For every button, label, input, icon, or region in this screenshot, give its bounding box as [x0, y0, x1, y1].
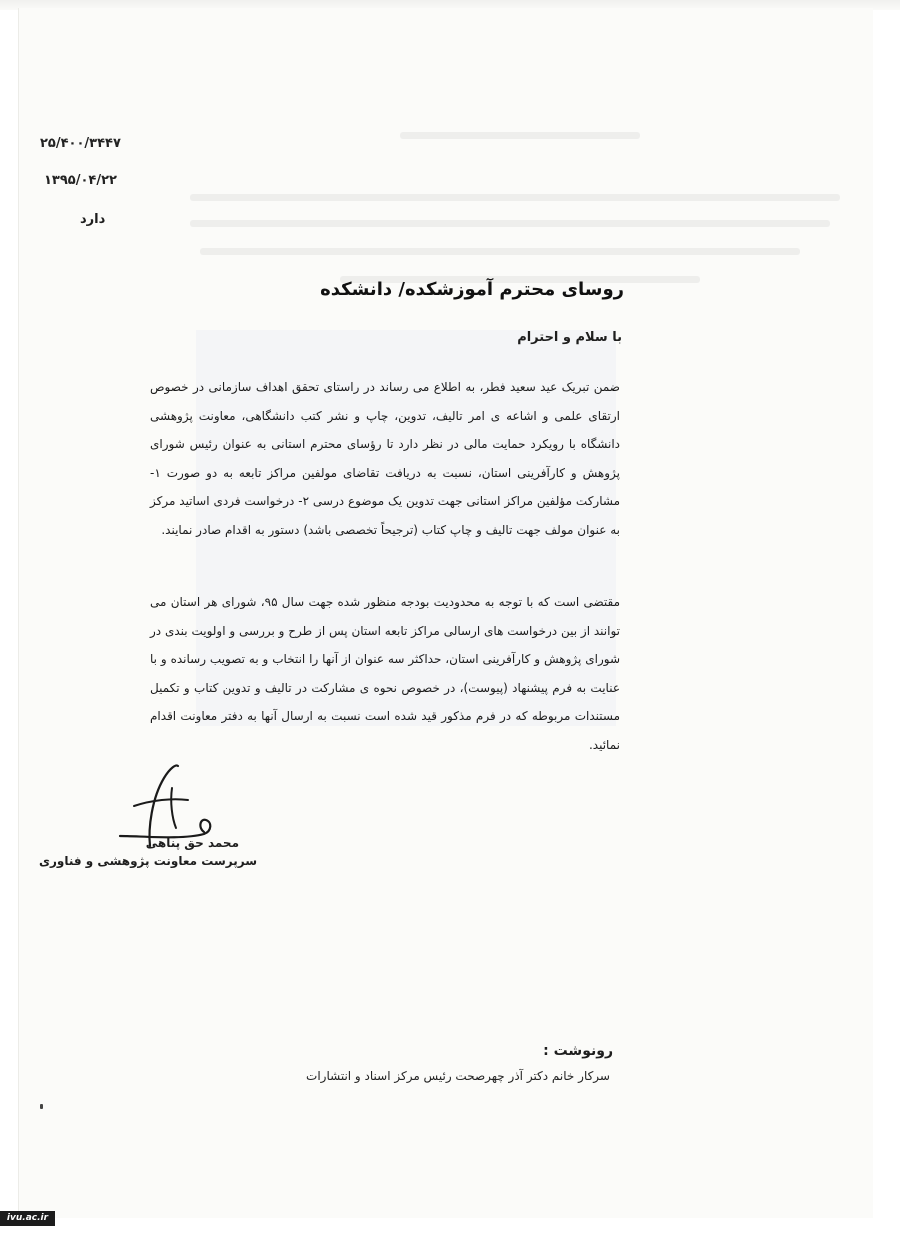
signature-block	[39, 836, 257, 868]
enclosure-note: دارد	[80, 212, 106, 227]
cc-recipient: سرکار خانم دکتر آذر چهرصحت رئیس مرکز اسناد و انتشارات	[306, 1069, 610, 1083]
addressee-heading: روسای محترم آموزشکده/ دانشکده	[320, 279, 624, 300]
body-paragraph-1: ضمن تبریک عید سعید فطر، به اطلاع می رساند در راستای تحقق اهداف سازمانی در خصوص ارتقای علمی و اشاعه ی امر تالیف، تدوین، چاپ و نشر کتب دانشگاهی، معاونت پژوهشی دانشگاه با رویکرد حمایت مالی در نظر دارد تا رؤسای محترم استانی به عنوان رئیس شورای پژوهش و کارآفرینی استان، نسبت به دریافت تقاضای مولفین مراکز تابعه به دو صورت ۱- مشارکت مؤلفین مراکز استانی جهت تدوین یک موضوع درسی ۲- درخواست فردی اساتید مرکز به عنوان مولف جهت تالیف و چاپ کتاب (ترجیحاً تخصصی باشد) دستور به اقدام صادر نمایند.	[150, 380, 620, 537]
signer-name: محمد حق پناهی	[145, 836, 239, 850]
greeting: با سلام و احترام	[517, 330, 622, 345]
body-paragraph-2: مقتضی است که با توجه به محدودیت بودجه منظور شده جهت سال ۹۵، شورای هر استان می توانند از بین درخواست های ارسالی مراکز تابعه استان پس از طرح و بررسی و اولویت بندی در شورای پژوهش و کارآفرینی استان، حداکثر سه عنوان از آنها را انتخاب و به تصویب رسانده و با عنایت به فرم پیشنهاد (پیوست)، در خصوص نحوه ی مشارکت در تالیف و تدوین کتاب و تکمیل مستندات مربوطه که در فرم مذکور قید شده است نسبت به ارسال آنها به دفتر معاونت اقدام نمائید.	[150, 595, 621, 752]
site-watermark: ivu.ac.ir	[0, 1211, 55, 1226]
letter-date: ۱۳۹۵/۰۴/۲۲	[44, 173, 117, 188]
signer-title: سرپرست معاونت پژوهشی و فناوری	[38, 854, 257, 868]
cc-heading: رونوشت :	[543, 1043, 613, 1059]
letter-number: ۲۵/۴۰۰/۳۴۴۷	[40, 136, 121, 151]
handwritten-signature	[112, 758, 222, 848]
scan-speck	[40, 1104, 43, 1109]
